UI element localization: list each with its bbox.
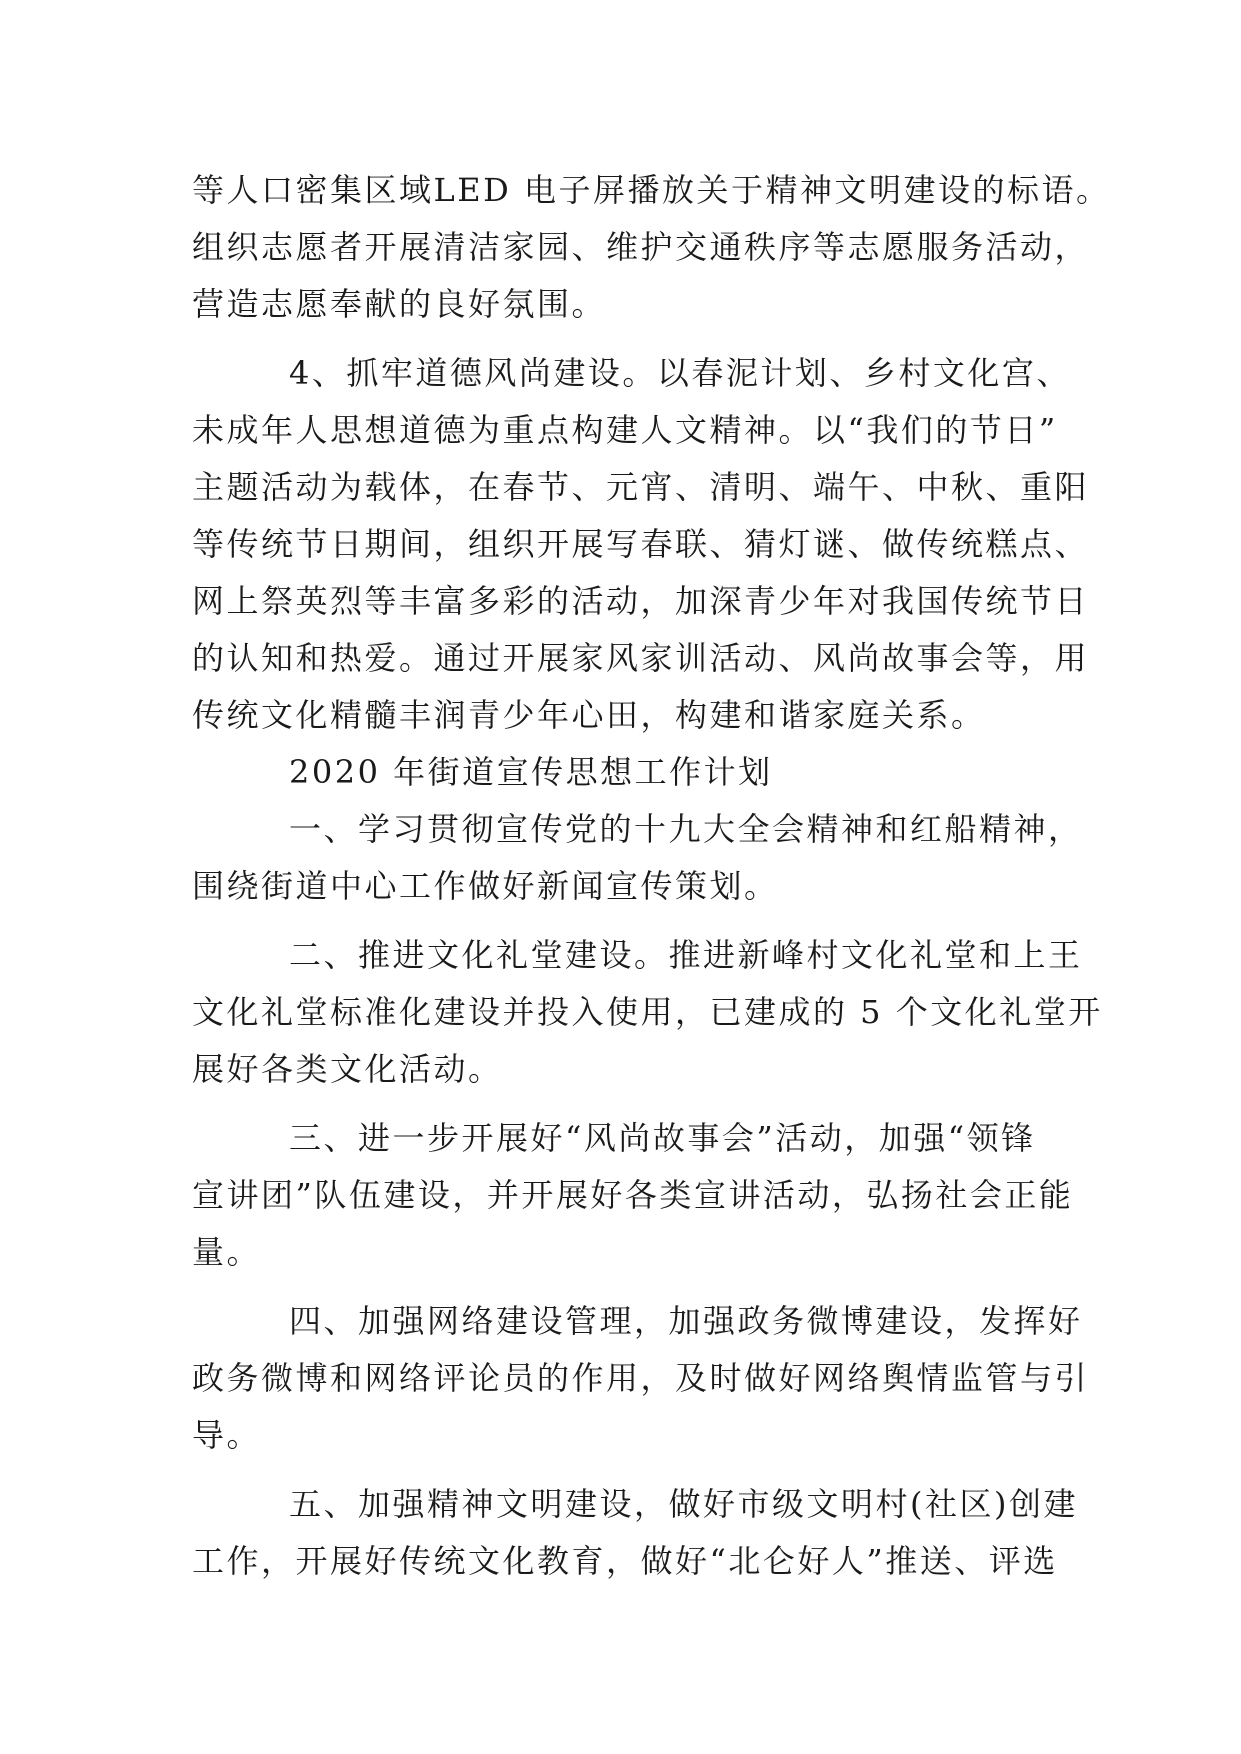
text-line: 量。 <box>192 1233 262 1271</box>
text-line: 导。 <box>192 1416 262 1454</box>
plan-item-1: 一、学习贯彻宣传党的十九大全会精神和红船精神， <box>289 810 1083 848</box>
text-line: 等传统节日期间，组织开展写春联、猜灯谜、做传统糕点、 <box>192 525 1090 563</box>
text-line: 的认知和热爱。通过开展家风家训活动、风尚故事会等，用 <box>192 639 1090 677</box>
text-line: 主题活动为载体，在春节、元宵、清明、端午、中秋、重阳 <box>192 468 1090 506</box>
text-line: 未成年人思想道德为重点构建人文精神。以“我们的节日” <box>192 411 1058 449</box>
text-line: 文化礼堂标准化建设并投入使用，已建成的 5 个文化礼堂开 <box>192 993 1103 1031</box>
paragraph-heading-4: 4、抓牢道德风尚建设。以春泥计划、乡村文化宫、 <box>289 354 1071 392</box>
plan-item-5: 五、加强精神文明建设，做好市级文明村(社区)创建 <box>289 1485 1078 1523</box>
text-line: 营造志愿奉献的良好氛围。 <box>192 285 607 323</box>
text-line: 围绕街道中心工作做好新闻宣传策划。 <box>192 867 779 905</box>
text-line: 政务微博和网络评论员的作用，及时做好网络舆情监管与引 <box>192 1359 1090 1397</box>
text-line: 网上祭英烈等丰富多彩的活动，加深青少年对我国传统节日 <box>192 582 1090 620</box>
text-line: 组织志愿者开展清洁家园、维护交通秩序等志愿服务活动， <box>192 228 1090 266</box>
section-title: 2020 年街道宣传思想工作计划 <box>289 753 773 791</box>
text-line: 工作，开展好传统文化教育，做好“北仑好人”推送、评选 <box>192 1542 1058 1580</box>
text-line: 等人口密集区域LED 电子屏播放关于精神文明建设的标语。 <box>192 171 1111 209</box>
document-body <box>192 162 1111 1590</box>
text-line: 展好各类文化活动。 <box>192 1050 503 1088</box>
plan-item-4: 四、加强网络建设管理，加强政务微博建设，发挥好 <box>289 1302 1083 1340</box>
text-line: 传统文化精髓丰润青少年心田，构建和谐家庭关系。 <box>192 696 986 734</box>
text-line: 宣讲团”队伍建设，并开展好各类宣讲活动，弘扬社会正能 <box>192 1176 1074 1214</box>
plan-item-2: 二、推进文化礼堂建设。推进新峰村文化礼堂和上王 <box>289 936 1083 974</box>
plan-item-3: 三、进一步开展好“风尚故事会”活动，加强“领锋 <box>289 1119 1036 1157</box>
